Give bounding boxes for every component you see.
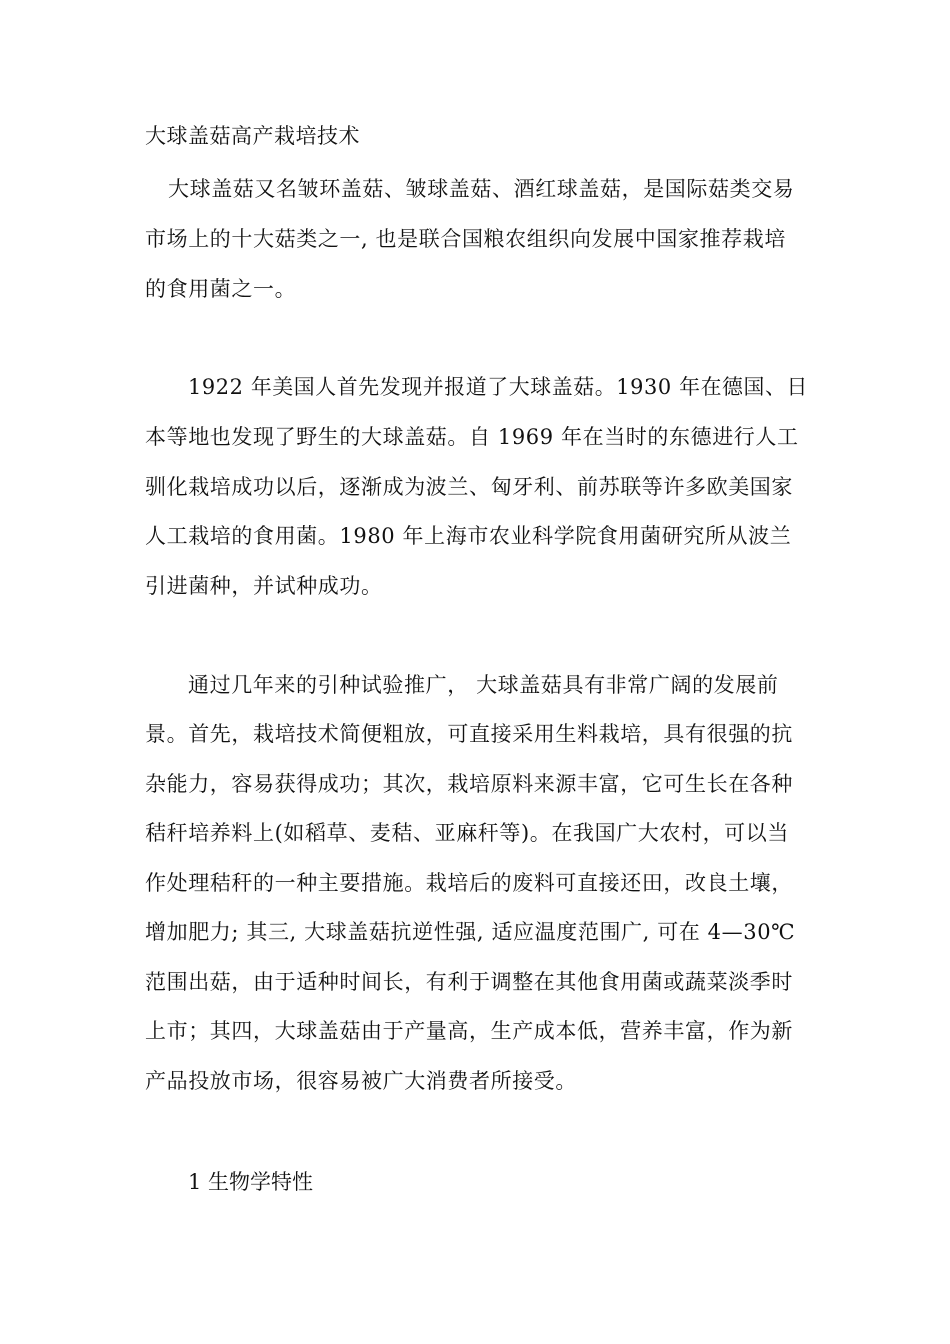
document-title: 大球盖菇高产栽培技术 [145, 124, 360, 148]
paragraph-1-line-3: 的食用菌之一。 [145, 277, 297, 301]
section-heading: 1 生物学特性 [188, 1170, 314, 1194]
paragraph-2-line-1: 1922 年美国人首先发现并报道了大球盖菇。1930 年在德国、日 [188, 375, 809, 399]
paragraph-2-line-3: 驯化栽培成功以后，逐渐成为波兰、匈牙利、前苏联等许多欧美国家 [145, 475, 793, 499]
paragraph-3-line-7: 范围出菇，由于适种时间长，有利于调整在其他食用菌或蔬菜淡季时 [145, 970, 793, 994]
paragraph-3-line-4: 秸秆培养料上(如稻草、麦秸、亚麻秆等)。在我国广大农村，可以当 [145, 821, 789, 845]
paragraph-3-line-8: 上市；其四，大球盖菇由于产量高，生产成本低，营养丰富，作为新 [145, 1019, 793, 1043]
paragraph-3-line-6: 增加肥力; 其三, 大球盖菇抗逆性强, 适应温度范围广, 可在 4—30℃ [145, 920, 796, 944]
paragraph-1-line-2: 市场上的十大菇类之一, 也是联合国粮农组织向发展中国家推荐栽培 [145, 227, 786, 251]
paragraph-1-line-1: 大球盖菇又名皱环盖菇、皱球盖菇、酒红球盖菇，是国际菇类交易 [168, 177, 795, 201]
paragraph-2-line-4: 人工栽培的食用菌。1980 年上海市农业科学院食用菌研究所从波兰 [145, 524, 792, 548]
paragraph-3-line-2: 景。首先，栽培技术简便粗放，可直接采用生料栽培，具有很强的抗 [145, 722, 793, 746]
paragraph-2-line-2: 本等地也发现了野生的大球盖菇。自 1969 年在当时的东德进行人工 [145, 425, 799, 449]
paragraph-3-line-1: 通过几年来的引种试验推广， 大球盖菇具有非常广阔的发展前 [188, 673, 779, 697]
paragraph-3-line-9: 产品投放市场，很容易被广大消费者所接受。 [145, 1069, 577, 1093]
paragraph-3-line-5: 作处理秸秆的一种主要措施。栽培后的废料可直接还田，改良土壤， [145, 871, 793, 895]
paragraph-3-line-3: 杂能力，容易获得成功；其次，栽培原料来源丰富，它可生长在各种 [145, 772, 793, 796]
paragraph-2-line-5: 引进菌种，并试种成功。 [145, 574, 383, 598]
